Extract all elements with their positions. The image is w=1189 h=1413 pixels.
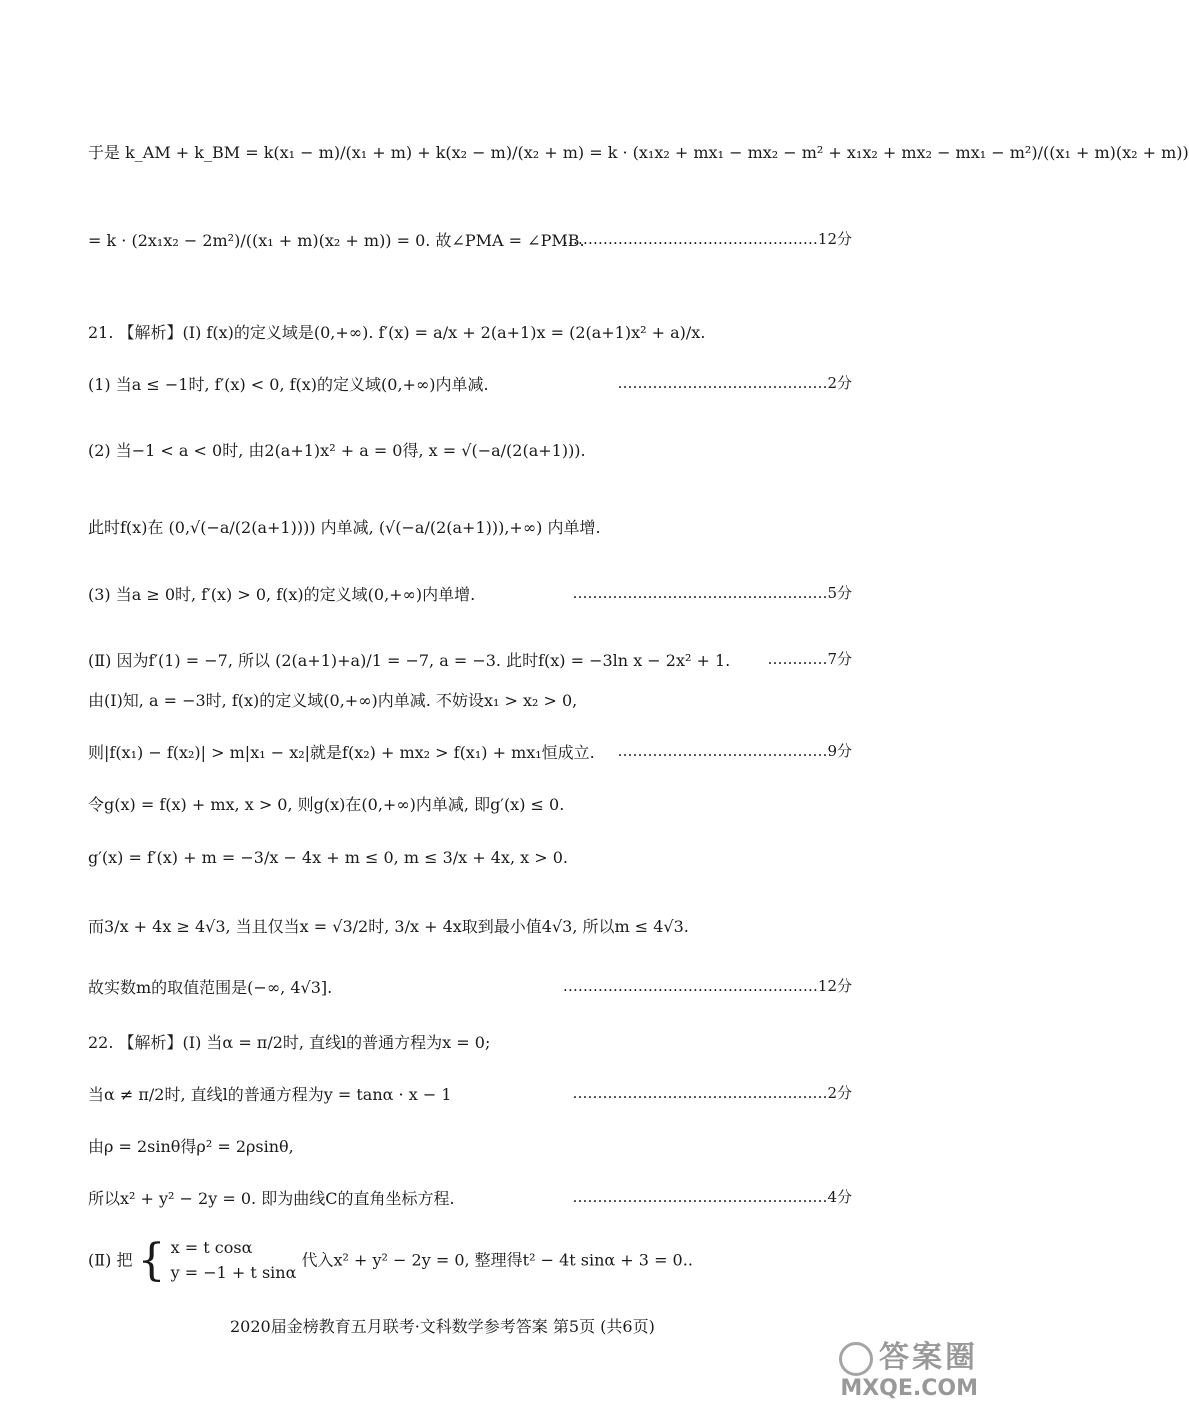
equation-text: 代入x² + y² − 2y = 0, 整理得t² − 4t sinα + 3 = 0.. (301, 1250, 693, 1270)
brace-icon: { (137, 1234, 166, 1286)
part-2-substitution-line (88, 1236, 693, 1286)
equation-text: 21. 【解析】(Ⅰ) f(x)的定义域是(0,+∞). f′(x) = a/x + 2(a+1)x = (2(a+1)x² + a)/x. (88, 323, 706, 342)
g-derivative-line (88, 848, 568, 867)
problem-21-header (88, 320, 705, 343)
score-marker: ……………………………………………12分 (562, 230, 852, 248)
equation-text: 由ρ = 2sinθ得ρ² = 2ρsinθ, (88, 1137, 294, 1156)
score-marker: ……………………………………………2分 (572, 1084, 852, 1102)
monotonic-interval-line (88, 515, 601, 538)
minimum-value-line (88, 914, 689, 937)
equation-text: 此时f(x)在 (0,√(−a/(2(a+1)))) 内单减, (√(−a/(2(a+1))),+∞) 内单增. (88, 518, 601, 537)
equation-line-1 (88, 140, 1189, 163)
equation-text: 所以x² + y² − 2y = 0. 即为曲线C的直角坐标方程. (88, 1189, 455, 1208)
case-3-line (88, 582, 475, 605)
score-marker: ……………………………………………12分 (562, 977, 852, 995)
equation-text: 令g(x) = f(x) + mx, x > 0, 则g(x)在(0,+∞)内单减, 即g′(x) ≤ 0. (88, 795, 565, 814)
equation-text: 22. 【解析】(Ⅰ) 当α = π/2时, 直线l的普通方程为x = 0; (88, 1033, 491, 1052)
system-row: x = t cosα (170, 1238, 253, 1257)
equation-text: (Ⅱ) 把 (88, 1250, 133, 1270)
polar-conversion-line (88, 1134, 294, 1157)
line-equation-line (88, 1082, 452, 1105)
system-row: y = −1 + t sinα (170, 1262, 297, 1282)
equation-text: 故实数m的取值范围是(−∞, 4√3]. (88, 978, 333, 997)
equation-text: 而3/x + 4x ≥ 4√3, 当且仅当x = √3/2时, 3/x + 4x取到最小值4√3, 所以m ≤ 4√3. (88, 917, 689, 936)
case-2-line (88, 438, 586, 461)
range-conclusion-line (88, 975, 332, 998)
equation-text: 则|f(x₁) − f(x₂)| > m|x₁ − x₂|就是f(x₂) + mx₂ > f(x₁) + mx₁恒成立. (88, 743, 595, 762)
chat-bubble-icon (839, 1342, 873, 1376)
part-2-line (88, 648, 730, 671)
watermark-top-text: 答案圈 (879, 1340, 978, 1375)
equation-text: = k · (2x₁x₂ − 2m²)/((x₁ + m)(x₂ + m)) = 0. 故∠PMA = ∠PMB. (88, 231, 585, 250)
score-marker: …………7分 (767, 650, 852, 668)
assumption-line (88, 688, 577, 711)
curve-equation-line (88, 1186, 455, 1209)
watermark-url: MXQE.COM (840, 1376, 978, 1401)
watermark (839, 1332, 978, 1401)
score-marker: ……………………………………2分 (617, 374, 852, 392)
equation-text: 由(Ⅰ)知, a = −3时, f(x)的定义域(0,+∞)内单减. 不妨设x₁ > x₂ > 0, (88, 691, 578, 710)
equation-text: (1) 当a ≤ −1时, f′(x) < 0, f(x)的定义域(0,+∞)内单减. (88, 375, 489, 394)
problem-22-header (88, 1030, 490, 1053)
inequality-line (88, 740, 595, 763)
equation-line-2 (88, 228, 585, 251)
equation-text: 当α ≠ π/2时, 直线l的普通方程为y = tanα · x − 1 (88, 1085, 452, 1104)
case-1-line (88, 372, 489, 395)
equation-text: (2) 当−1 < a < 0时, 由2(a+1)x² + a = 0得, x = √(−a/(2(a+1))). (88, 441, 586, 460)
equation-text: 于是 k_AM + k_BM = k(x₁ − m)/(x₁ + m) + k(x₂ − m)/(x₂ + m) = k · (x₁x₂ + mx₁ − mx₂ − m² + x₁x₂ + mx₂ − mx₁ − m²)/((x₁ + m)(x₂ + m)) (88, 143, 1189, 162)
score-marker: ……………………………………………4分 (572, 1188, 852, 1206)
page-footer: 2020届金榜教育五月联考·文科数学参考答案 第5页 (共6页) (230, 1317, 655, 1336)
equation-text: (3) 当a ≥ 0时, f′(x) > 0, f(x)的定义域(0,+∞)内单增. (88, 585, 476, 604)
g-definition-line (88, 792, 564, 815)
parametric-system (171, 1236, 297, 1286)
score-marker: ……………………………………………5分 (572, 584, 852, 602)
score-marker: ……………………………………9分 (617, 742, 852, 760)
equation-text: g′(x) = f′(x) + m = −3/x − 4x + m ≤ 0, m ≤ 3/x + 4x, x > 0. (88, 848, 568, 867)
equation-text: (Ⅱ) 因为f′(1) = −7, 所以 (2(a+1)+a)/1 = −7, a = −3. 此时f(x) = −3ln x − 2x² + 1. (88, 651, 731, 670)
